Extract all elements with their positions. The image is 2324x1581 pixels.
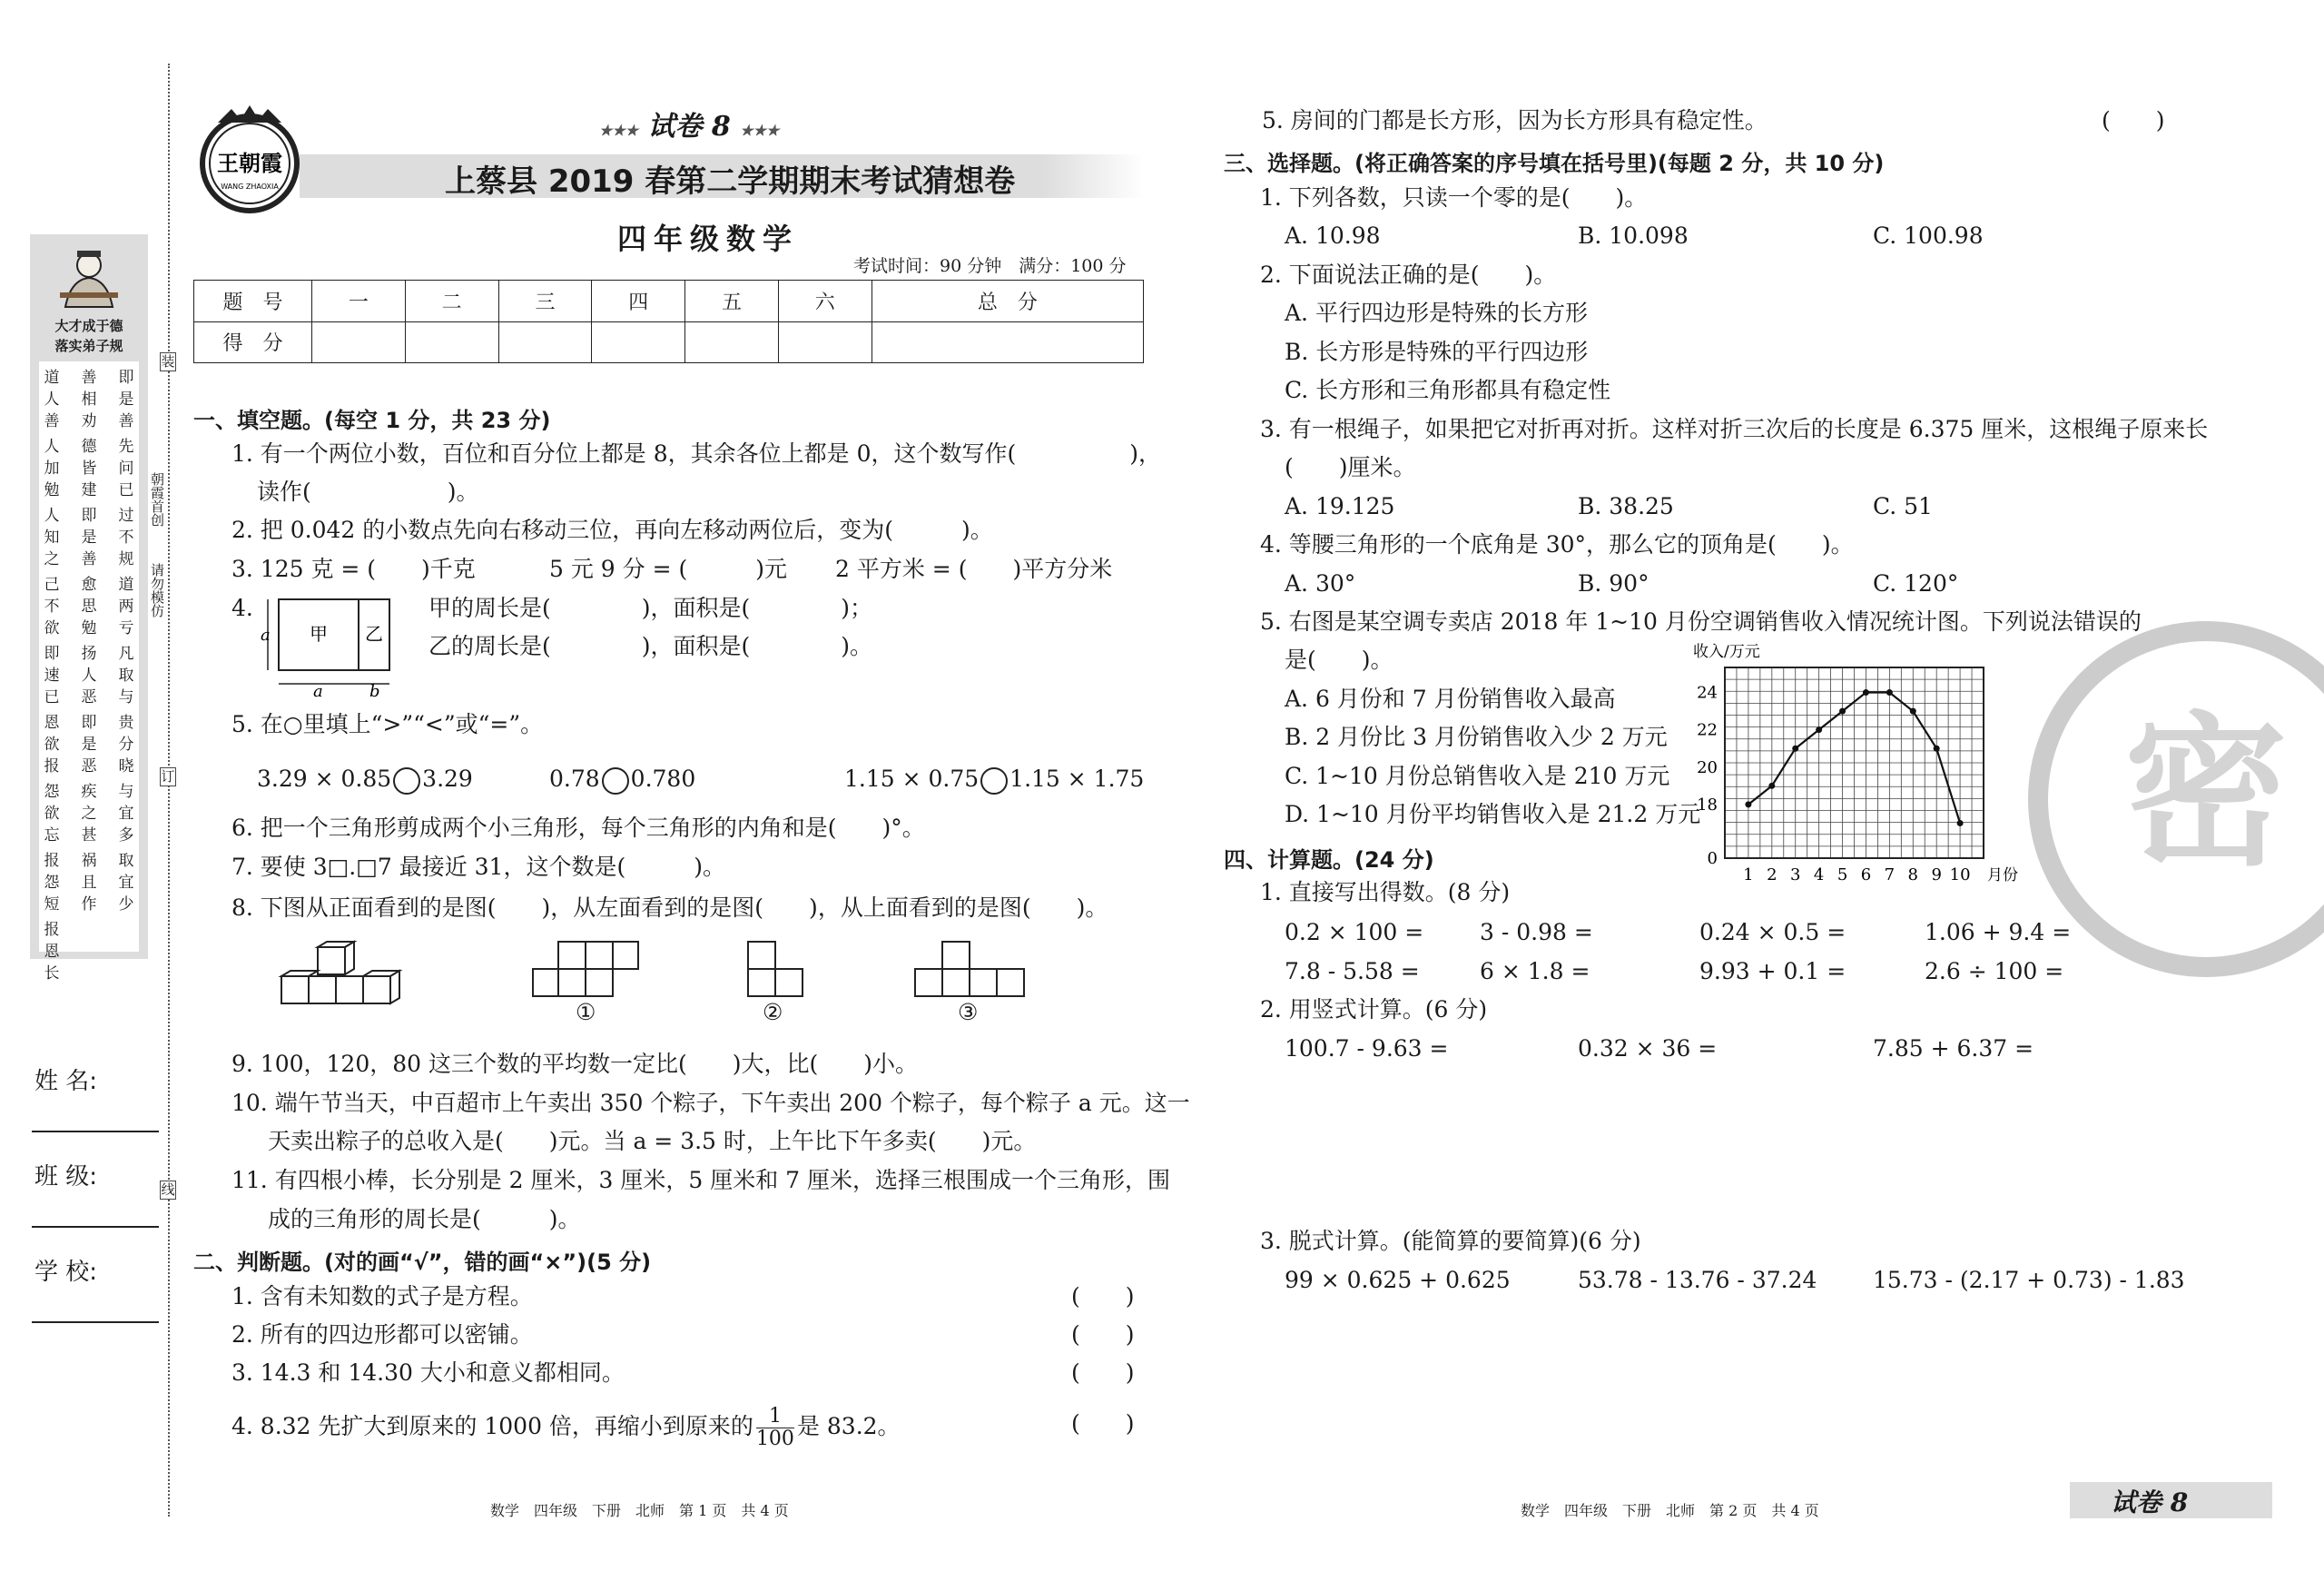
judge-3: 3. 14.3 和 14.30 大小和意义都相同。 [231, 1359, 625, 1386]
q4-line-a: 甲的周长是( )，面积是( )； [428, 595, 873, 621]
data-point [1910, 708, 1916, 715]
score-cell[interactable] [685, 321, 779, 363]
motto-row [43, 850, 135, 915]
judge-4 [231, 1406, 901, 1450]
q8-view-1 [531, 940, 640, 999]
q5-item-a [257, 766, 473, 795]
q3-a: 3. 125 克 = ( )千克 [231, 556, 476, 582]
q1-line-a: 1. 有一个两位小数，百位和百分位上都是 8，其余各位上都是 0，这个数写作( )， [231, 440, 1162, 467]
q10-line-b: 天卖出粽子的总收入是( )元。当 a = 3.5 时，上午比下午多卖( )元。 [268, 1128, 1037, 1154]
choice-3-line-a: 3. 有一根绳子，如果把它对折再对折。这样对折三次后的长度是 6.375 厘米，这根绳子原来长 [1260, 416, 2209, 442]
calc-1-r2-b: 6 × 1.8 = [1480, 958, 1590, 984]
data-point [1768, 783, 1775, 789]
choice-5-opt-c[interactable]: C. 1~10 月份总销售收入是 210 万元 [1285, 763, 1670, 789]
q5-item-c [844, 766, 1144, 795]
q4-line-b: 乙的周长是( )，面积是( )。 [428, 633, 873, 659]
x-tick-label: 2 [1767, 865, 1777, 884]
fig-b: b [369, 682, 380, 701]
x-tick-label: 9 [1931, 865, 1942, 884]
calc-1-r1-a: 0.2 × 100 = [1285, 919, 1424, 945]
motto-row [43, 919, 135, 984]
section-1-title: 一、填空题。(每空 1 分，共 23 分) [193, 408, 551, 433]
corner-badge: 试卷 8 [2111, 1487, 2189, 1517]
motto-row [43, 712, 135, 777]
choice-4-opt-c[interactable]: C. 120° [1873, 570, 1959, 597]
calc-1-r2-a: 7.8 - 5.58 = [1285, 958, 1420, 984]
motto-column: 与 宜 多 [118, 783, 134, 845]
binding-label-xian: 线 [161, 1181, 175, 1198]
fig-a: a [261, 626, 271, 645]
q8-view-2 [746, 940, 805, 999]
choice-5-opt-b[interactable]: B. 2 月份比 3 月份销售收入少 2 万元 [1285, 724, 1668, 750]
motto-column: 祸 且 作 [81, 852, 97, 914]
q10-line-a: 10. 端午节当天，中百超市上午卖出 350 个粽子，下午卖出 200 个粽子，每个粽子 a 元。这一 [231, 1090, 1190, 1116]
paper-number [599, 111, 779, 143]
calc-3-b: 53.78 - 13.76 - 37.24 [1578, 1267, 1817, 1293]
fig-a-bottom: a [313, 682, 323, 701]
x-axis-label: 月份 [1987, 866, 2018, 884]
motto-column: 过 不 规 [118, 507, 134, 568]
class-field[interactable] [32, 1226, 159, 1228]
score-table-score-row [194, 321, 1144, 363]
q7: 7. 要使 3□.□7 最接近 31，这个数是( )。 [231, 854, 725, 880]
motto-column: 先 问 已 [118, 438, 134, 499]
motto-column: 疾 之 甚 [81, 783, 97, 845]
q5-item-b [549, 766, 695, 795]
choice-3-opt-c[interactable]: C. 51 [1873, 493, 1933, 519]
q5c-right: 1.15 × 1.75 [1009, 766, 1145, 792]
q5a-right: 3.29 [422, 766, 473, 792]
fraction-den: 100 [755, 1428, 794, 1450]
binding-label-zhuang: 装 [161, 353, 175, 370]
calc-3-c: 15.73 - (2.17 + 0.73) - 1.83 [1873, 1267, 2185, 1293]
score-th: 五 [685, 281, 779, 322]
y-tick-label: 24 [1697, 683, 1718, 703]
side-note-1: 朝霞首创 [149, 472, 165, 527]
motto-column: 即 是 善 [81, 507, 97, 568]
logo [191, 100, 309, 218]
exam-title: 上蔡县 2019 春第二学期期末考试猜想卷 [445, 163, 1016, 200]
q6: 6. 把一个三角形剪成两个小三角形，每个三角形的内角和是( )°。 [231, 815, 925, 841]
motto-column: 善 相 劝 [81, 369, 97, 430]
judge-4-paren[interactable]: ( ) [1071, 1410, 1135, 1437]
score-table-header-row [194, 281, 1144, 322]
calc-1-r2-d: 2.6 ÷ 100 = [1925, 958, 2064, 984]
motto-row [43, 781, 135, 846]
calc-3-title: 3. 脱式计算。(能简算的要简算)(6 分) [1260, 1228, 1641, 1254]
compare-circle[interactable] [980, 767, 1008, 795]
motto-column: 即 是 善 [118, 369, 134, 430]
choice-5-line-a: 5. 右图是某空调专卖店 2018 年 1~10 月份空调销售收入情况统计图。下列说法错误的 [1260, 608, 2142, 635]
score-cell[interactable] [498, 321, 592, 363]
fig-label-2: ② [763, 999, 783, 1025]
q2: 2. 把 0.042 的小数点先向右移动三位，再向左移动两位后，变为( )。 [231, 517, 993, 543]
motto-column: 即 是 恶 [81, 714, 97, 776]
choice-2-opt-b[interactable]: B. 长方形是特殊的平行四边形 [1285, 339, 1589, 365]
motto-column: 怨 欲 忘 [44, 783, 60, 845]
q8: 8. 下图从正面看到的是图( )，从左面看到的是图( )，从上面看到的是图( )。 [231, 894, 1108, 921]
q5b-left: 0.78 [549, 766, 600, 792]
score-th: 四 [592, 281, 685, 322]
motto-column: 道 人 善 [44, 369, 60, 430]
x-tick-label: 1 [1743, 865, 1754, 884]
motto-row [43, 436, 135, 501]
scholar-figure [53, 245, 125, 309]
stars-right: ★★★ [740, 122, 780, 139]
motto-grid [39, 361, 139, 983]
fig-label-1: ① [576, 999, 596, 1025]
watermark-text: 密 [2123, 698, 2289, 888]
q3-c: 2 平方米 = ( )平方分米 [835, 556, 1113, 582]
q5b-right: 0.780 [630, 766, 696, 792]
score-th: 六 [778, 281, 872, 322]
q8-view-3 [913, 940, 1027, 999]
motto-column: 恩 欲 报 [44, 714, 60, 776]
score-th: 一 [312, 281, 406, 322]
data-point [1839, 708, 1846, 715]
judge-2-paren[interactable]: ( ) [1071, 1321, 1135, 1348]
x-tick-label: 6 [1860, 865, 1872, 884]
choice-4-opt-a[interactable]: A. 30° [1285, 570, 1356, 597]
section-4-title: 四、计算题。(24 分) [1224, 847, 1434, 873]
choice-3-line-b: ( )厘米。 [1285, 454, 1416, 480]
section-3-title: 三、选择题。(将正确答案的序号填在括号里)(每题 2 分，共 10 分) [1224, 151, 1885, 176]
data-point [1745, 801, 1751, 807]
compare-circle[interactable] [602, 767, 629, 795]
choice-2-opt-c[interactable]: C. 长方形和三角形都具有稳定性 [1285, 377, 1611, 403]
motto-column: 取 宜 少 [118, 852, 134, 914]
choice-5-opt-d[interactable]: D. 1~10 月份平均销售收入是 21.2 万元 [1285, 801, 1701, 827]
subject-title: 四年级数学 [617, 222, 800, 256]
choice-5-opt-a[interactable]: A. 6 月份和 7 月份销售收入最高 [1285, 686, 1616, 712]
school-field[interactable] [32, 1321, 159, 1323]
motto-column: 即 速 已 [44, 645, 60, 707]
school-label: 学 校: [34, 1259, 98, 1286]
calc-2-b: 0.32 × 36 = [1578, 1035, 1718, 1062]
score-th: 题 号 [194, 281, 312, 322]
motto-column: 贵 分 晓 [118, 714, 134, 776]
dotted-binding-line [168, 64, 170, 1517]
choice-1-opt-b[interactable]: B. 10.098 [1578, 222, 1689, 249]
calc-2-c: 7.85 + 6.37 = [1873, 1035, 2034, 1062]
calc-1-r1-b: 3 - 0.98 = [1480, 919, 1593, 945]
score-row-label: 得 分 [194, 321, 312, 363]
sales-line-chart [1684, 640, 2018, 899]
q8-solid-figure [277, 940, 404, 1017]
q4-figure [259, 595, 418, 699]
name-label: 姓 名: [34, 1068, 98, 1095]
motto-column: 己 不 欲 [44, 576, 60, 637]
judge-5: 5. 房间的门都是长方形，因为长方形具有稳定性。 [1262, 107, 1768, 133]
motto-column: 人 知 之 [44, 507, 60, 568]
choice-1: 1. 下列各数，只读一个零的是( )。 [1260, 184, 1648, 211]
q5c-left: 1.15 × 0.75 [844, 766, 980, 792]
x-tick-label: 5 [1837, 865, 1848, 884]
exam-info: 考试时间：90 分钟 满分：100 分 [853, 256, 1127, 276]
calc-2-title: 2. 用竖式计算。(6 分) [1260, 996, 1488, 1023]
data-point [1957, 820, 1964, 826]
side-note-2: 请勿模仿 [149, 563, 165, 618]
fig-label-3: ③ [958, 999, 979, 1025]
q11-line-b: 成的三角形的周长是( )。 [268, 1206, 581, 1232]
score-table [193, 280, 1144, 363]
y-axis-label: 收入/万元 [1693, 643, 1760, 661]
score-cell[interactable] [778, 321, 872, 363]
judge-4-b: 是 83.2。 [796, 1413, 901, 1439]
class-label: 班 级: [34, 1163, 98, 1191]
motto-column: 报 怨 短 [44, 852, 60, 914]
judge-4-a: 4. 8.32 先扩大到原来的 1000 倍，再缩小到原来的 [231, 1413, 753, 1439]
judge-1: 1. 含有未知数的式子是方程。 [231, 1283, 533, 1309]
choice-1-opt-a[interactable]: A. 10.98 [1285, 222, 1381, 249]
y-tick-label: 20 [1697, 757, 1718, 777]
calc-1-title: 1. 直接写出得数。(8 分) [1260, 879, 1511, 905]
fig-jia: 甲 [310, 623, 328, 645]
score-cell[interactable] [872, 321, 1143, 363]
motto-column: 德 皆 建 [81, 438, 97, 499]
motto-column: 人 加 勉 [44, 438, 60, 499]
calc-1-r2-c: 9.93 + 0.1 = [1699, 958, 1846, 984]
q11-line-a: 11. 有四根小棒，长分别是 2 厘米，3 厘米，5 厘米和 7 厘米，选择三根围成一个三角形，围 [231, 1167, 1171, 1193]
calc-3-a: 99 × 0.625 + 0.625 [1285, 1267, 1511, 1293]
calc-1-r1-d: 1.06 + 9.4 = [1925, 919, 2072, 945]
q9: 9. 100，120，80 这三个数的平均数一定比( )大，比( )小。 [231, 1051, 919, 1077]
motto-column: 道 两 亏 [118, 576, 134, 637]
motto-column: 凡 取 与 [118, 645, 134, 707]
logo-text: 王朝霞 [217, 150, 282, 176]
motto-top-2: 落实弟子规 [54, 338, 123, 354]
y-tick-label: 0 [1707, 849, 1718, 868]
chart-svg [1684, 640, 2018, 899]
choice-3-opt-a[interactable]: A. 19.125 [1285, 493, 1395, 519]
judge-1-paren[interactable]: ( ) [1071, 1283, 1135, 1309]
x-tick-label: 10 [1949, 865, 1971, 884]
score-th: 三 [498, 281, 592, 322]
choice-4-opt-b[interactable]: B. 90° [1578, 570, 1649, 597]
motto-row [43, 643, 135, 708]
score-cell[interactable] [405, 321, 498, 363]
page-footer-right: 数学 四年级 下册 北师 第 2 页 共 4 页 [1521, 1502, 1819, 1519]
paper-no: 试卷 8 [647, 111, 731, 143]
data-point [1792, 746, 1798, 752]
fig-yi: 乙 [365, 623, 383, 645]
x-tick-label: 4 [1813, 865, 1825, 884]
q5: 5. 在○里填上“>”“<”或“=”。 [231, 711, 544, 737]
data-point [1863, 689, 1869, 696]
section-2-title: 二、判断题。(对的画“√”，错的画“×”)(5 分) [193, 1250, 652, 1275]
score-cell[interactable] [592, 321, 685, 363]
motto-sidebar [30, 234, 148, 983]
judge-3-paren[interactable]: ( ) [1071, 1359, 1135, 1386]
q5a-left: 3.29 × 0.85 [257, 766, 392, 792]
data-point [1816, 726, 1822, 733]
x-tick-label: 7 [1884, 865, 1896, 884]
fraction [756, 1406, 794, 1450]
y-tick-label: 22 [1697, 720, 1718, 740]
data-point [1886, 689, 1893, 696]
fraction-num: 1 [756, 1406, 794, 1428]
q3-b: 5 元 9 分 = ( )元 [549, 556, 788, 582]
choice-2: 2. 下面说法正确的是( )。 [1260, 262, 1557, 288]
calc-2-a: 100.7 - 9.63 = [1285, 1035, 1449, 1062]
data-point [1934, 746, 1940, 752]
motto-row [43, 574, 135, 639]
y-tick-label: 18 [1697, 795, 1718, 815]
motto-column: 报 恩 长 [44, 921, 60, 983]
page-footer-left: 数学 四年级 下册 北师 第 1 页 共 4 页 [490, 1502, 789, 1519]
choice-2-opt-a[interactable]: A. 平行四边形是特殊的长方形 [1285, 300, 1588, 326]
choice-5-line-b: 是( )。 [1285, 647, 1393, 673]
motto-row [43, 367, 135, 432]
logo-sub: WANG ZHAOXIA [221, 183, 279, 191]
motto-column: 扬 人 恶 [81, 645, 97, 707]
choice-1-opt-c[interactable]: C. 100.98 [1873, 222, 1984, 249]
judge-5-paren[interactable]: ( ) [2102, 107, 2165, 133]
name-field[interactable] [32, 1131, 159, 1132]
compare-circle[interactable] [393, 767, 420, 795]
motto-top-1: 大才成于德 [54, 318, 123, 334]
calc-1-r1-c: 0.24 × 0.5 = [1699, 919, 1846, 945]
stars-left: ★★★ [599, 122, 639, 139]
motto-column: 愈 思 勉 [81, 576, 97, 637]
judge-2: 2. 所有的四边形都可以密铺。 [231, 1321, 533, 1348]
x-tick-label: 3 [1790, 865, 1801, 884]
choice-4: 4. 等腰三角形的一个底角是 30°，那么它的顶角是( )。 [1260, 531, 1854, 558]
q4-number: 4. [231, 595, 253, 621]
q1-line-b: 读作( )。 [257, 479, 479, 505]
score-cell[interactable] [312, 321, 406, 363]
score-th: 二 [405, 281, 498, 322]
score-th: 总 分 [872, 281, 1143, 322]
binding-label-ding: 订 [161, 768, 175, 785]
x-tick-label: 8 [1907, 865, 1918, 884]
choice-3-opt-b[interactable]: B. 38.25 [1578, 493, 1674, 519]
motto-row [43, 505, 135, 570]
